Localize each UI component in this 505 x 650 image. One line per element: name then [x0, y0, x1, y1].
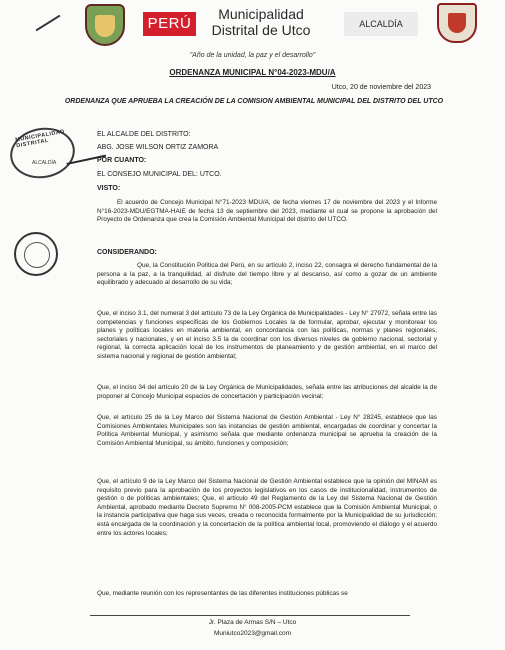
footer-email: Muniutco2023@gmail.com [213, 630, 292, 637]
peru-coat-of-arms-icon [437, 3, 477, 43]
visto-heading: VISTO: [97, 185, 121, 192]
municipal-shield-icon [85, 4, 125, 46]
paragraph: Que, el inciso 3.1, del numeral 3 del artículo 73 de la Ley Orgánica de Municipalidades - Ley N° 27972, señala entre las competencias y funciones específicas de los Gobiernos Locales la de formular, aprobar, ejecutar y monitorear los planes y políticas locales en materia ambiental, en concordancia con las políticas, normas y planes regionales, sectoriales y nacionales, y en el inciso 3.5 la de coordinar con los diversos niveles de gobierno nacional, sectorial y regional, la correcta aplicación local de los instrumentos de planeamiento y de gestión ambiental, en el marco del sistema nacional y regional de gestión ambiental; [97, 310, 437, 360]
stamp-sub-label: ALCALDÍA [32, 160, 57, 166]
paragraph: Que, el artículo 9 de la Ley Marco del Sistema Nacional de Gestión Ambiental establece que la opinión del MINAM es requisito previo para la aprobación de los proyectos legislativos en los casos de institucionalidad, instrumentos de gestión o de políticas ambientales; Que, el artículo 49 del Reglamento de la Ley del Sistema Nacional de Gestión Ambiental, aprobado mediante Decreto Supremo N° 008-2005-PCM establece que la Comisión Ambiental Municipal, o la instancia participativa que haga sus veces, creada o reconocida formalmente por la Municipalidad de su jurisdicción; está encargada de la coordinación y la concertación de la política ambiental local, promoviendo el diálogo y el acuerdo entre los actores locales; [97, 478, 437, 537]
official-stamp: MUNICIPALIDAD DISTRITAL [6, 123, 79, 184]
alcalde-name: ABG. JOSE WILSON ORTIZ ZAMORA [97, 144, 219, 151]
concejo-label: EL CONSEJO MUNICIPAL DEL: UTCO. [97, 171, 222, 178]
paragraph: Que, el artículo 25 de la Ley Marco del Sistema Nacional de Gestión Ambiental - Ley N° 28245, establece que las Comisiones Ambientales Municipales son las instancias de gestión ambiental, encargadas de coordinar y concertar la Política Ambiental Municipal, y asimismo señala que mediante ordenanza municipal se aprueba la creación de la Comisión Ambiental Municipal, su ámbito, funciones y composición; [97, 414, 437, 447]
footer-divider [90, 615, 410, 616]
footer-address: Jr. Plaza de Armas S/N – Utco [208, 619, 297, 626]
paragraph: Que, la Constitución Política del Perú, en su artículo 2, inciso 22, consagra el derecho fundamental de la persona a la paz, a la tranquilidad, al disfrute del tiempo libre y al descanso, así como a gozar de un ambiente equilibrado y adecuado al desarrollo de su vida; [97, 262, 437, 287]
municipality-name [197, 6, 325, 42]
alcalde-label: EL ALCALDE DEL DISTRITO: [97, 131, 191, 138]
ordinance-subtitle: ORDENANZA QUE APRUEBA LA CREACIÓN DE LA COMISION AMBIENTAL MUNICIPAL DEL DISTRITO DEL UTCO [64, 98, 444, 105]
municipality-line-1: Municipalidad [218, 6, 304, 22]
alcaldia-label: ALCALDÍA [344, 12, 418, 36]
paragraph: Que, mediante reunión con los representantes de las diferentes instituciones públicas se [97, 590, 348, 597]
place-date: Utco, 20 de noviembre del 2023 [331, 84, 431, 91]
por-cuanto-label: POR CUANTO: [97, 157, 147, 164]
round-seal-icon [14, 232, 58, 276]
ordinance-title: ORDENANZA MUNICIPAL N°04-2023-MDU/A [169, 68, 336, 77]
municipality-line-2: Distrital de Utco [211, 22, 311, 38]
paragraph: Que, el inciso 34 del artículo 20 de la Ley Orgánica de Municipalidades, señala entre las atribuciones del alcalde la de proponer al Concejo Municipal espacios de concertación y participación vecinal; [97, 384, 437, 400]
pen-mark [36, 15, 61, 32]
year-motto: "Año de la unidad, la paz y el desarrollo" [189, 52, 316, 59]
considerando-heading: CONSIDERANDO: [97, 249, 157, 256]
visto-paragraph: El acuerdo de Concejo Municipal N°71-2023 MDU/A, de fecha viernes 17 de noviembre del 2023 y el Informe N°16-2023-MDU/EGTMA-HAIE de fecha 13 de septiembre del 2023, mediante el cual se propone la aprobación del Proyecto de Ordenanza que crea la Comisión Ambiental Municipal del distrito del UTCO. [97, 199, 437, 224]
peru-label: PERÚ [143, 12, 196, 36]
